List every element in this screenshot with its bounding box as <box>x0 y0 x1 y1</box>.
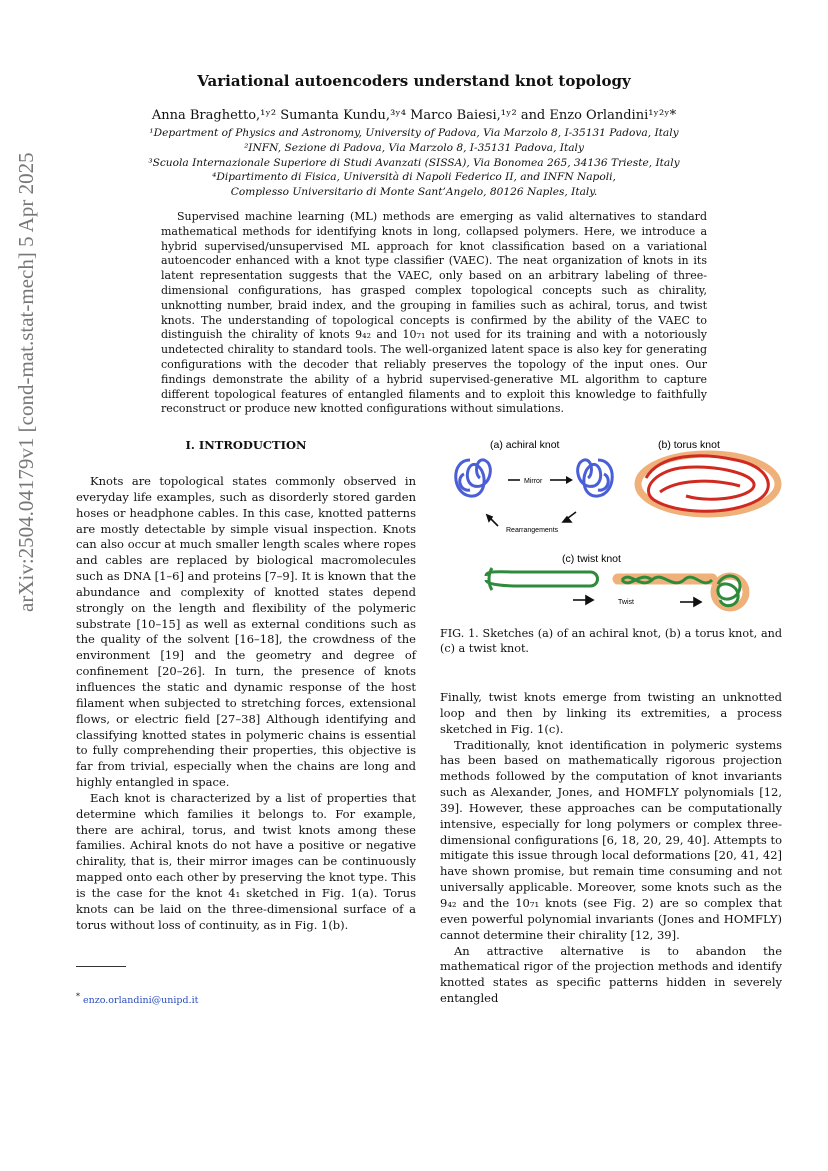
figure-label-b: (b) torus knot <box>658 439 720 451</box>
paragraph: Traditionally, knot identification in polymeric systems has been based on mathematically rigorous projection methods followed by the computation of knot invariants such as Alexander, Jones, and HOMFLY polynomials [12, 39]. However, these approaches can be computationally intensive, especially for long polymers or complex three-dimensional configurations [6, 18, 20, 29, 40]. Attempts to mitigate this issue through local deformations [20, 41, 42] have shown promise, but remain time consuming and not universally applicable. Moreover, some knots such as the 9₄₂ and the 10₇₁ knots (see Fig. 2) are so complex that even powerful polynomial invariants (Jones and HOMFLY) cannot determine their chirality [12, 39]. <box>440 737 782 942</box>
paragraph: Knots are topological states commonly observed in everyday life examples, such as disorderly stored garden hoses or headphone cables. In this case, knotted patterns are mostly detectable by simple visual inspection. Knots can also occur at much smaller length scales where ropes and cables are replaced by biological macromolecules such as DNA [1–6] and proteins [7–9]. It is known that the abundance and complexity of knotted states depend strongly on the length and flexibility of the polymeric substrate [10–15] as well as external conditions such as the quality of the solvent [16–18], the crowdness of the environment [19] and the geometry and degree of confinement [20–26]. In turn, the presence of knots influences the static and dynamic response of the host filament when subjected to stretching forces, extensional flows, or electric field [27–38] Although identifying and classifying knotted states in polymeric chains is essential to fully comprehending their properties, this objective is far from trivial, especially when the chains are long and highly entangled in space. <box>76 474 416 790</box>
paragraph: An attractive alternative is to abandon the mathematical rigor of the projection methods and identify knotted states as specific patterns hidden in severely entangled <box>440 943 782 1006</box>
figure-label-c: (c) twist knot <box>562 553 621 565</box>
abstract <box>161 210 707 417</box>
figure-1 <box>440 434 785 624</box>
abstract-text: Supervised machine learning (ML) methods are emerging as valid alternatives to standard mathematical methods for identifying knots in long, collapsed polymers. Here, we introduce a hybrid supervised/unsupervised ML approach for knot classification based on a variational autoencoder enhanced with a knot type classifier (VAEC). The neat organization of knots in its latent representation suggests that the VAEC, only based on an arbitrary labeling of three-dimensional configurations, has grasped complex topological concepts such as chirality, unknotting number, braid index, and the grouping in families such as achiral, torus, and twist knots. The understanding of topological concepts is confirmed by the ability of the VAEC to distinguish the chirality of knots 9₄₂ and 10₇₁ not used for its training and with a notoriously undetected chirality to standard tools. The well-organized latent space is also key for generating configurations with the decoder that reliably preserves the topology of the input ones. Our findings demonstrate the ability of a hybrid supervised-generative ML algorithm to capture different topological features of entangled filaments and to exploit this knowledge to faithfully reconstruct or produce new knotted configurations without simulations. <box>161 210 707 416</box>
email-link[interactable]: enzo.orlandini@unipd.it <box>82 995 199 1007</box>
figure-label-a: (a) achiral knot <box>490 439 560 451</box>
rearrangements-label: Rearrangements <box>506 527 559 534</box>
twist-arrow-icon <box>573 596 593 604</box>
author-list: Anna Braghetto,¹ʸ² Sumanta Kundu,³ʸ⁴ Marco Baiesi,¹ʸ² and Enzo Orlandini¹ʸ²ʸ* <box>151 108 677 123</box>
twist-knot-icon <box>714 576 746 608</box>
rearrangement-arrows-icon <box>487 512 576 526</box>
footnote <box>76 992 198 1006</box>
torus-knot-icon <box>638 454 778 514</box>
link-arrow-icon <box>680 598 701 606</box>
affiliation-1: ¹Department of Physics and Astronomy, University of Padova, Via Marzolo 8, I-35131 Padova, Italy <box>149 127 679 139</box>
affiliations <box>80 126 748 200</box>
left-column <box>76 474 416 933</box>
figure-caption: FIG. 1. Sketches (a) of an achiral knot, (b) a torus knot, and (c) a twist knot. <box>440 627 782 655</box>
affiliation-2: ²INFN, Sezione di Padova, Via Marzolo 8, I-35131 Padova, Italy <box>244 141 584 154</box>
twist-label: Twist <box>618 599 634 606</box>
mirror-label: Mirror <box>524 478 543 485</box>
arxiv-id[interactable]: arXiv:2504.04179v1 [cond-mat.stat-mech] 5 Apr 2025 <box>14 152 38 612</box>
section-heading: I. INTRODUCTION <box>185 438 307 452</box>
paragraph: Each knot is characterized by a list of properties that determine which families it belongs to. For example, there are achiral, torus, and twist knots among these families. Achiral knots do not have a positive or negative chirality, that is, their mirror images can be continuously mapped onto each other by preserving the knot type. This is the case for the knot 4₁ sketched in Fig. 1(a). Torus knots can be laid on the three-dimensional surface of a torus without loss of continuity, as in Fig. 1(b). <box>76 790 416 932</box>
unknot-loop-icon <box>486 568 598 590</box>
affiliation-3: ³Scuola Internazionale Superiore di Studi Avanzati (SISSA), Via Bonomea 265, 34136 Trieste, Italy <box>148 156 680 169</box>
footnote-rule <box>76 966 126 967</box>
footnote-mark: * <box>76 992 80 1001</box>
twisted-loop-icon <box>618 577 712 583</box>
achiral-knot-icon <box>456 460 491 496</box>
paper-title: Variational autoencoders understand knot topology <box>197 72 631 90</box>
paragraph: Finally, twist knots emerge from twisting an unknotted loop and then by linking its extremities, a process sketched in Fig. 1(c). <box>440 690 782 736</box>
affiliation-4: ⁴Dipartimento di Fisica, Università di Napoli Federico II, and INFN Napoli, <box>212 171 616 184</box>
achiral-knot-mirror-icon <box>578 460 613 496</box>
affiliation-4-cont: Complesso Universitario di Monte Sant’Angelo, 80126 Naples, Italy. <box>230 186 598 199</box>
right-column <box>440 690 782 1007</box>
